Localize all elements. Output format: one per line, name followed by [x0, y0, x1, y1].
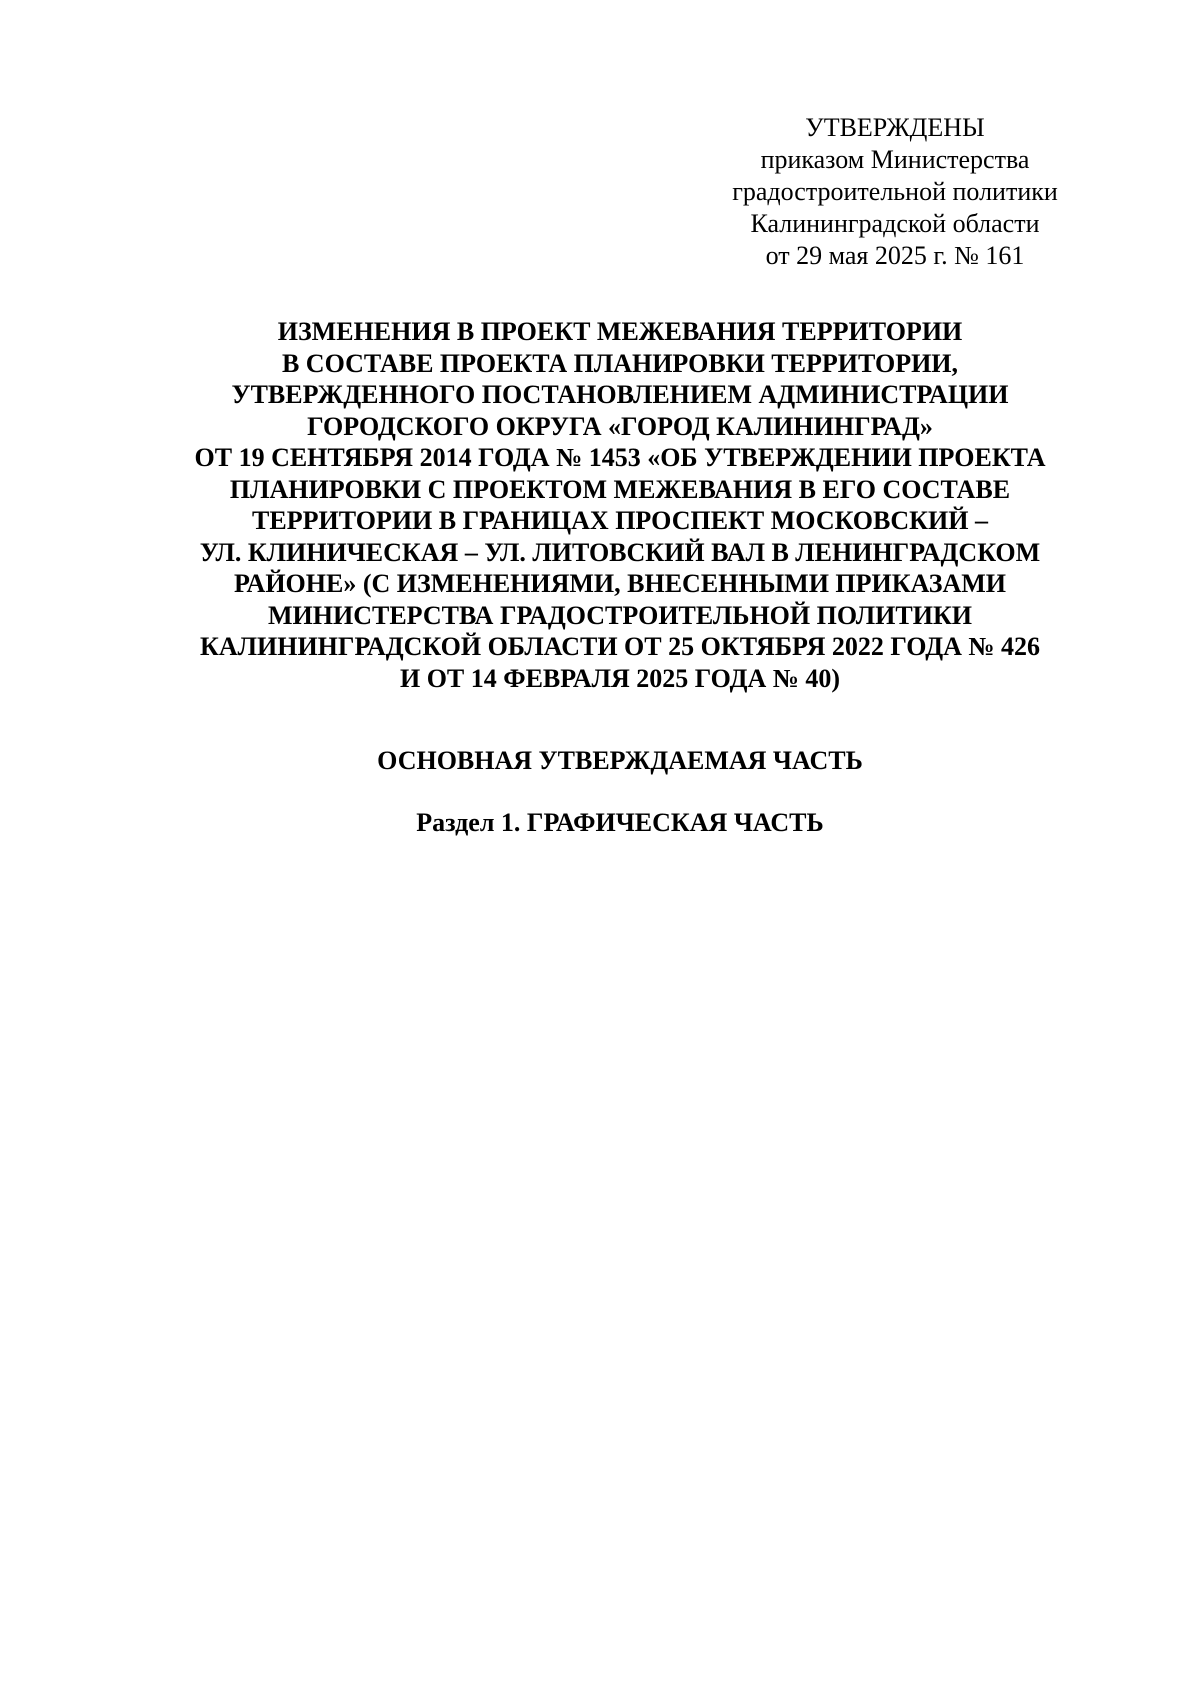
title-line: В СОСТАВЕ ПРОЕКТА ПЛАНИРОВКИ ТЕРРИТОРИИ, — [281, 348, 959, 378]
title-line: УТВЕРЖДЕННОГО ПОСТАНОВЛЕНИЕМ АДМИНИСТРАЦИИ — [231, 380, 1009, 409]
title-line: ГОРОДСКОГО ОКРУГА «ГОРОД КАЛИНИНГРАД» — [307, 411, 933, 441]
approval-stamp — [730, 112, 1060, 272]
title-line: ПЛАНИРОВКИ С ПРОЕКТОМ МЕЖЕВАНИЯ В ЕГО СОСТАВЕ — [229, 474, 1011, 504]
title-line: УЛ. КЛИНИЧЕСКАЯ – УЛ. ЛИТОВСКИЙ ВАЛ В ЛЕНИНГРАДСКОМ — [199, 537, 1041, 567]
approval-line: Калининградской области — [750, 209, 1040, 238]
title-line: ОТ 19 СЕНТЯБРЯ 2014 ГОДА № 1453 «ОБ УТВЕРЖДЕНИИ ПРОЕКТА — [194, 443, 1046, 472]
approval-line: от 29 мая 2025 г. № 161 — [765, 241, 1025, 270]
title-line: МИНИСТЕРСТВА ГРАДОСТРОИТЕЛЬНОЙ ПОЛИТИКИ — [267, 600, 973, 630]
section-heading: Раздел 1. ГРАФИЧЕСКАЯ ЧАСТЬ — [416, 808, 824, 837]
approval-line: приказом Министерства — [760, 145, 1030, 174]
part-heading: ОСНОВНАЯ УТВЕРЖДАЕМАЯ ЧАСТЬ — [377, 746, 863, 775]
title-line: КАЛИНИНГРАДСКОЙ ОБЛАСТИ ОТ 25 ОКТЯБРЯ 2022 ГОДА № 426 — [200, 632, 1040, 661]
approval-line: градостроительной политики — [732, 177, 1058, 206]
approval-line: УТВЕРЖДЕНЫ — [805, 113, 985, 142]
title-line: ИЗМЕНЕНИЯ В ПРОЕКТ МЕЖЕВАНИЯ ТЕРРИТОРИИ — [277, 317, 963, 346]
title-line: И ОТ 14 ФЕВРАЛЯ 2025 ГОДА № 40) — [399, 663, 841, 693]
title-line: РАЙОНЕ» (С ИЗМЕНЕНИЯМИ, ВНЕСЕННЫМИ ПРИКАЗАМИ — [233, 569, 1006, 598]
document-title — [120, 316, 1120, 694]
title-line: ТЕРРИТОРИИ В ГРАНИЦАХ ПРОСПЕКТ МОСКОВСКИЙ – — [252, 506, 988, 535]
